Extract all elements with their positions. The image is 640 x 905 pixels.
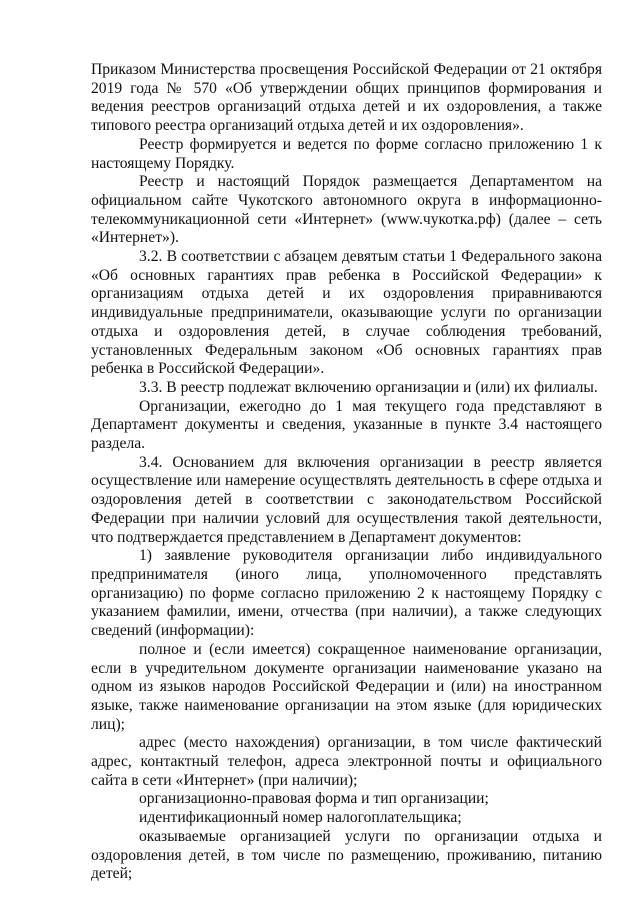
- paragraph-clause-3-2: 3.2. В соответствии с абзацем девятым статьи 1 Федерального закона «Об основных гарантиях прав ребенка в Российской Федерации» к организациям отдыха детей и их оздоровления приравниваются индивидуальные предприниматели, оказывающие услуги по организации отдыха и оздоровления детей, в случае соблюдения требований, установленных Федеральным законом «Об основных гарантиях прав ребенка в Российской Федерации».: [91, 248, 602, 378]
- document-page: [91, 61, 602, 884]
- paragraph-registry-publication: Реестр и настоящий Порядок размещается Департаментом на официальном сайте Чукотского автономного округа в информационно-телекоммуникационной сети «Интернет» (www.чукотка.рф) (далее – сеть «Интернет»).: [91, 173, 602, 247]
- paragraph-registry-form: Реестр формируется и ведется по форме согласно приложению 1 к настоящему Порядку.: [91, 135, 602, 172]
- paragraph-tax-id: идентификационный номер налогоплательщика;: [139, 809, 462, 827]
- paragraph-legal-form: организационно-правовая форма и тип организации;: [139, 790, 489, 808]
- paragraph-organization-name: полное и (если имеется) сокращенное наименование организации, если в учредительном документе организации наименование указано на одном из языков народов Российской Федерации и (или) на иностранном языке, также наименование организации на этом языке (для юридических лиц);: [91, 640, 602, 733]
- paragraph-clause-3-3: 3.3. В реестр подлежат включению организации и (или) их филиалы.: [139, 378, 598, 396]
- paragraph-services: оказываемые организацией услуги по организации отдыха и оздоровления детей, в том числе по размещению, проживанию, питанию детей;: [91, 827, 602, 883]
- paragraph-clause-3-4: 3.4. Основанием для включения организации в реестр является осуществление или намерение осуществлять деятельность в сфере отдыха и оздоровления детей в соответствии с законодательством Российской Федерации при наличии условий для осуществления такой деятельности, что подтверждается представлением в Департамент документов:: [91, 453, 602, 546]
- paragraph-order-reference: Приказом Министерства просвещения Российской Федерации от 21 октября 2019 года № 570 «Об утверждении общих принципов формирования и ведения реестров организаций отдыха детей и их оздоровления, а также типового реестра организаций отдыха детей и их оздоровления».: [91, 61, 602, 135]
- paragraph-submission-deadline: Организации, ежегодно до 1 мая текущего года представляют в Департамент документы и сведения, указанные в пункте 3.4 настоящего раздела.: [91, 397, 602, 453]
- paragraph-item-1-application: 1) заявление руководителя организации либо индивидуального предпринимателя (иного лица, уполномоченного представлять организацию) по форме согласно приложению 2 к настоящему Порядку с указанием фамилии, имени, отчества (при наличии), а также следующих сведений (информации):: [91, 547, 602, 640]
- paragraph-organization-address: адрес (место нахождения) организации, в том числе фактический адрес, контактный телефон, адреса электронной почты и официального сайта в сети «Интернет» (при наличии);: [91, 734, 602, 789]
